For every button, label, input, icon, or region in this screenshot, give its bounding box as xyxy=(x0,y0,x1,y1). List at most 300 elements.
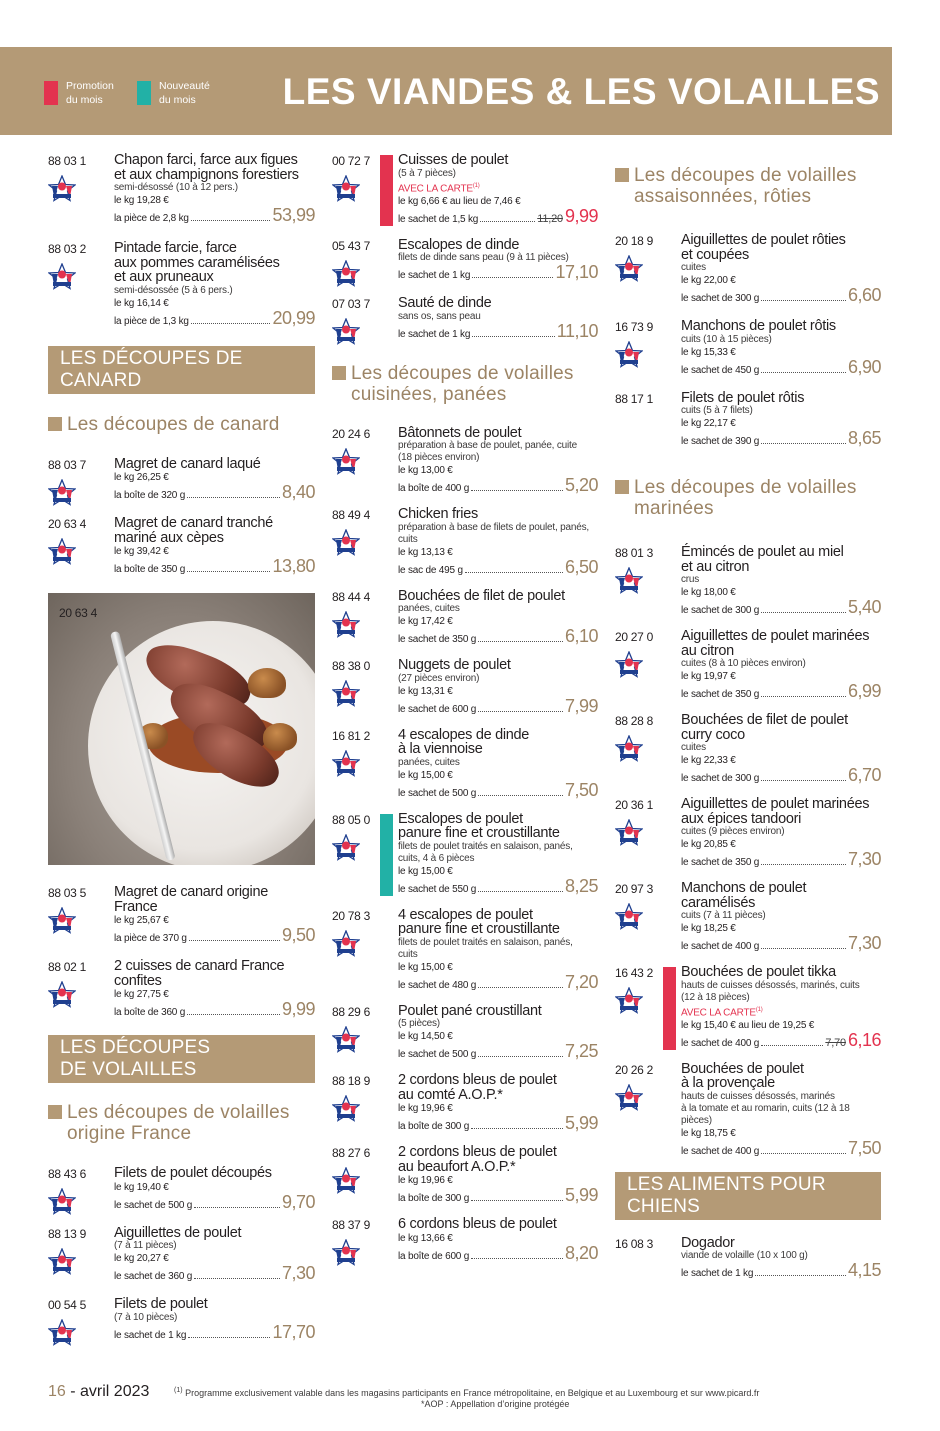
product-description: (27 pièces environ) xyxy=(398,672,480,684)
price-per-kg: le kg 15,40 € au lieu de 19,25 € xyxy=(681,1019,815,1031)
price-per-kg: le kg 13,66 € xyxy=(398,1232,453,1244)
price-row xyxy=(681,287,881,307)
product-item xyxy=(615,233,881,307)
subheading-cuisinees xyxy=(332,363,598,405)
volaille-francaise-logo-icon xyxy=(332,1167,360,1195)
volaille-francaise-logo-icon xyxy=(48,981,76,1009)
leader-dots xyxy=(472,336,555,337)
product-price: 6,60 xyxy=(847,285,881,305)
product-item xyxy=(615,319,881,379)
product-item xyxy=(615,391,881,451)
product-name: Sauté de dinde xyxy=(398,295,492,312)
product-code: 20 97 3 xyxy=(615,882,653,896)
leader-dots xyxy=(761,300,846,301)
product-item xyxy=(332,426,598,498)
price-row xyxy=(114,307,315,330)
product-name: Magret de canard laqué xyxy=(114,455,261,472)
product-name: Aiguillettes de poulet marinées xyxy=(681,796,870,812)
leader-dots xyxy=(187,497,280,498)
volaille-francaise-logo-icon xyxy=(615,567,643,595)
product-item xyxy=(615,1062,881,1160)
leader-dots xyxy=(191,323,271,324)
product-price: 7,30 xyxy=(281,1263,315,1283)
product-code: 88 05 0 xyxy=(332,812,370,827)
product-price: 7,20 xyxy=(564,971,598,992)
product-name: Manchons de poulet rôtis xyxy=(681,318,836,334)
price-per-kg: le kg 19,97 € xyxy=(681,671,736,682)
leader-dots xyxy=(755,1275,846,1276)
product-description: cuits, 4 à 6 pièces xyxy=(398,852,475,864)
product-description: (5 pièces) xyxy=(398,1018,440,1030)
product-name: panure fine et croustillante xyxy=(398,921,560,938)
package-size: le sachet de 450 g xyxy=(681,364,760,376)
price-per-kg: le kg 25,67 € xyxy=(114,915,169,926)
product-description: préparation à base de poulet, panée, cuite xyxy=(398,440,577,452)
product-price: 6,10 xyxy=(564,626,598,647)
package-size: le sachet de 350 g xyxy=(681,857,760,868)
legend-nouveaute-line2: du mois xyxy=(159,94,196,106)
product-name: et aux champignons forestiers xyxy=(114,166,299,183)
product-price: 13,80 xyxy=(272,556,315,576)
leader-dots xyxy=(478,1056,563,1057)
mushroom-shape xyxy=(263,723,297,751)
product-price: 6,99 xyxy=(847,681,881,701)
volaille-francaise-logo-icon xyxy=(48,175,76,203)
product-name: 2 cordons bleus de poulet xyxy=(398,1144,557,1161)
product-name: Escalopes de poulet xyxy=(398,810,523,827)
price-row xyxy=(114,484,315,504)
leader-dots xyxy=(478,987,563,988)
product-list-origine xyxy=(48,1166,315,1344)
leader-dots xyxy=(761,864,846,865)
product-price: 6,50 xyxy=(564,556,598,577)
footnote-marker: (1) xyxy=(472,182,480,189)
footnote-marker: (1) xyxy=(755,1006,763,1013)
product-item xyxy=(48,457,315,505)
product-code: 88 28 8 xyxy=(615,714,653,728)
product-code: 00 54 5 xyxy=(48,1298,86,1312)
price-row xyxy=(114,1265,315,1285)
product-description: préparation à base de filets de poulet, panés, xyxy=(398,521,589,533)
volaille-francaise-logo-icon xyxy=(332,680,360,708)
leader-dots xyxy=(478,795,563,796)
leader-dots xyxy=(761,372,846,373)
product-description: panées, cuites xyxy=(398,603,460,615)
subheading-marinees xyxy=(615,477,881,519)
footnote-aop: *AOP : Appellation d’origine protégée xyxy=(421,1399,570,1409)
price-per-kg: le kg 15,00 € xyxy=(398,961,453,973)
product-description: cuites xyxy=(681,262,706,273)
leader-dots xyxy=(194,1207,280,1208)
price-per-kg: le kg 6,66 € au lieu de 7,46 € xyxy=(398,195,521,207)
product-price: 20,99 xyxy=(272,307,315,328)
column-left xyxy=(48,153,315,1344)
price-per-kg: le kg 16,14 € xyxy=(114,297,169,309)
volaille-francaise-logo-icon xyxy=(48,479,76,507)
product-price: 7,50 xyxy=(847,1137,881,1158)
product-name: Chapon farci, farce aux figues xyxy=(114,152,298,168)
legend-nouveaute xyxy=(137,79,210,107)
product-name: caramélisés xyxy=(681,894,756,911)
product-name: et au citron xyxy=(681,558,750,575)
product-price: 5,99 xyxy=(564,1185,598,1206)
package-size: le sachet de 600 g xyxy=(398,703,477,715)
product-description: filets de poulet traités en salaison, panés, xyxy=(398,840,573,852)
price-per-kg: le kg 13,31 € xyxy=(398,685,453,697)
subheading-assaisonnees xyxy=(615,165,881,207)
band-line1: LES DÉCOUPES xyxy=(60,1037,211,1058)
product-description: (12 à 18 pièces) xyxy=(681,991,750,1003)
product-list-volailles xyxy=(332,153,598,343)
product-item xyxy=(332,658,598,718)
legend-nouveaute-line1: Nouveauté xyxy=(159,80,210,92)
product-photo-magret xyxy=(48,593,315,865)
price-row xyxy=(398,264,598,284)
volaille-francaise-logo-icon xyxy=(615,341,643,369)
product-item xyxy=(332,908,598,994)
product-price: 17,70 xyxy=(272,1321,315,1342)
leader-dots xyxy=(471,1258,563,1259)
product-description: sans os, sans peau xyxy=(398,310,481,322)
product-item xyxy=(48,153,315,227)
package-size: le sachet de 1 kg xyxy=(681,1268,754,1280)
package-size: le sachet de 300 g xyxy=(681,293,760,304)
price-per-kg: le kg 15,00 € xyxy=(398,769,453,781)
footnote-marker: (1) xyxy=(174,1387,183,1394)
price-row xyxy=(114,1001,315,1021)
leader-dots xyxy=(194,1278,280,1279)
product-name: Bouchées de filet de poulet xyxy=(681,712,848,728)
product-name: 2 cordons bleus de poulet xyxy=(398,1072,557,1089)
product-price: 7,25 xyxy=(564,1041,598,1062)
footnote-text: Programme exclusivement valable dans les magasins participants en France métropolitaine, en Belgique et au Luxembourg et sur www.picard.fr xyxy=(182,1388,760,1398)
product-item xyxy=(615,713,881,787)
volaille-francaise-logo-icon xyxy=(48,1248,76,1276)
price-row xyxy=(398,695,598,718)
product-description: (5 à 7 pièces) xyxy=(398,167,456,179)
product-code: 88 44 4 xyxy=(332,589,370,604)
price-per-kg: le kg 15,33 € xyxy=(681,346,736,358)
product-name: Poulet pané croustillant xyxy=(398,1002,542,1019)
volaille-francaise-logo-icon xyxy=(332,448,360,476)
product-price: 7,30 xyxy=(847,849,881,869)
loyalty-card-text: AVEC LA CARTE xyxy=(681,1006,756,1018)
package-size: la pièce de 2,8 kg xyxy=(114,213,189,224)
subheading-square xyxy=(615,480,629,494)
product-code: 88 29 6 xyxy=(332,1004,370,1019)
column-middle xyxy=(332,153,598,1265)
price-per-kg: le kg 17,42 € xyxy=(398,616,453,628)
product-item xyxy=(615,797,881,871)
package-size: la boîte de 300 g xyxy=(398,1193,470,1205)
product-name: 2 cuisses de canard France xyxy=(114,958,285,974)
package-size: la boîte de 350 g xyxy=(114,564,186,575)
loyalty-card-label xyxy=(398,180,598,195)
product-description: (18 pièces environ) xyxy=(398,452,480,464)
product-code: 20 27 0 xyxy=(615,630,653,644)
promotion-marker xyxy=(663,967,676,1050)
product-description: semi-désossée (5 à 6 pers.) xyxy=(114,284,233,296)
product-item xyxy=(615,1236,881,1283)
product-code: 05 43 7 xyxy=(332,238,370,253)
leader-dots xyxy=(480,221,535,222)
volaille-francaise-logo-icon xyxy=(332,930,360,958)
product-name: au citron xyxy=(681,642,734,659)
promotion-swatch xyxy=(44,81,58,105)
product-description: (7 à 10 pièces) xyxy=(114,1311,178,1323)
leader-dots xyxy=(761,443,846,444)
volaille-francaise-logo-icon xyxy=(48,1188,76,1216)
product-code: 88 38 0 xyxy=(332,659,370,674)
product-code: 20 78 3 xyxy=(332,908,370,923)
leader-dots xyxy=(189,940,280,941)
product-code: 88 13 9 xyxy=(48,1226,86,1241)
price-per-kg: le kg 13,13 € xyxy=(398,546,453,558)
package-size: le sachet de 550 g xyxy=(398,883,477,895)
product-code: 88 03 1 xyxy=(48,154,86,168)
subheading-square xyxy=(332,366,346,380)
product-name: 4 escalopes de poulet xyxy=(398,906,533,923)
leader-dots xyxy=(761,696,846,697)
price-per-kg: le kg 19,28 € xyxy=(114,195,169,206)
package-size: le sachet de 1 kg xyxy=(114,1329,187,1341)
price-per-kg: le kg 18,25 € xyxy=(681,923,736,934)
volaille-francaise-logo-icon xyxy=(615,735,643,763)
product-price: 4,15 xyxy=(847,1260,881,1281)
product-code: 20 26 2 xyxy=(615,1062,653,1077)
product-code: 20 36 1 xyxy=(615,798,653,812)
package-size: le sachet de 300 g xyxy=(681,773,760,784)
product-name: Manchons de poulet xyxy=(681,880,807,896)
product-name: Magret de canard tranché xyxy=(114,515,273,531)
package-size: le sachet de 1,5 kg xyxy=(398,213,479,225)
price-row xyxy=(398,477,598,497)
leader-dots xyxy=(478,711,563,712)
product-name: au comté A.O.P.* xyxy=(398,1086,503,1103)
price-per-kg: le kg 20,27 € xyxy=(114,1253,169,1264)
package-size: la boîte de 320 g xyxy=(114,490,186,501)
product-code: 20 24 6 xyxy=(332,426,370,441)
product-price: 8,25 xyxy=(564,875,598,896)
product-name: Aiguillettes de poulet marinées xyxy=(681,628,870,644)
price-row xyxy=(398,1115,598,1135)
loyalty-card-label xyxy=(681,1004,881,1019)
product-description: filets de poulet traités en salaison, panés, xyxy=(398,936,573,948)
price-per-kg: le kg 22,00 € xyxy=(681,275,736,286)
leader-dots xyxy=(471,1200,563,1201)
price-per-kg: le kg 19,96 € xyxy=(398,1103,453,1115)
product-name: Chicken fries xyxy=(398,506,478,523)
product-name: Aiguillettes de poulet xyxy=(114,1224,242,1241)
product-item xyxy=(332,507,598,579)
product-item xyxy=(332,1073,598,1135)
product-code: 88 03 7 xyxy=(48,457,86,472)
product-description: à la tomate et au romarin, cuits (12 à 18 pièces) xyxy=(681,1102,850,1126)
page-title: LES VIANDES & LES VOLAILLES xyxy=(282,71,880,112)
price-row xyxy=(398,556,598,579)
product-item xyxy=(332,589,598,649)
package-size: le sachet de 400 g xyxy=(681,1037,760,1049)
product-item xyxy=(332,153,598,228)
product-name: et aux pruneaux xyxy=(114,269,214,285)
leader-dots xyxy=(472,277,553,278)
price-row xyxy=(398,1043,598,1063)
subheading-line2: marinées xyxy=(634,498,714,519)
product-description: cuites (9 pièces environ) xyxy=(681,826,785,837)
product-price: 6,70 xyxy=(847,765,881,785)
band-decoupes-volailles xyxy=(48,1035,315,1083)
package-size: le sachet de 1 kg xyxy=(398,328,471,340)
price-row xyxy=(398,320,598,343)
volaille-francaise-logo-icon xyxy=(332,529,360,557)
product-description: hauts de cuisses désossés, marinés xyxy=(681,1090,835,1102)
product-item xyxy=(332,1217,598,1265)
product-price: 8,20 xyxy=(564,1242,598,1263)
leader-dots xyxy=(478,891,563,892)
product-price: 9,50 xyxy=(281,925,315,945)
package-size: la pièce de 370 g xyxy=(114,933,187,944)
product-description: cuits xyxy=(398,948,418,960)
band-aliments-chiens: LES ALIMENTS POUR CHIENS xyxy=(615,1172,881,1220)
leader-dots xyxy=(188,1337,270,1338)
product-price: 6,16 xyxy=(847,1029,881,1050)
product-price: 7,50 xyxy=(564,779,598,800)
leader-dots xyxy=(471,490,563,491)
product-item xyxy=(332,238,598,285)
product-name: aux épices tandoori xyxy=(681,810,802,827)
leader-dots xyxy=(761,780,846,781)
leader-dots xyxy=(465,572,563,573)
price-row xyxy=(114,1321,315,1344)
promotion-marker xyxy=(380,155,393,226)
product-price: 5,20 xyxy=(564,475,598,496)
price-row xyxy=(398,1187,598,1207)
package-size: le sachet de 350 g xyxy=(681,689,760,700)
price-row xyxy=(398,628,598,648)
price-row xyxy=(681,430,881,450)
price-row xyxy=(681,1029,881,1052)
product-item xyxy=(332,296,598,343)
price-row xyxy=(681,1262,881,1282)
price-row xyxy=(114,1191,315,1214)
leader-dots xyxy=(761,612,846,613)
volaille-francaise-logo-icon xyxy=(615,903,643,931)
product-name: Escalopes de dinde xyxy=(398,236,520,253)
product-item xyxy=(48,241,315,330)
product-item xyxy=(332,728,598,802)
product-name: Bouchées de poulet xyxy=(681,1060,804,1077)
subheading-square xyxy=(48,1105,62,1119)
product-price: 8,65 xyxy=(847,428,881,448)
product-price: 5,99 xyxy=(564,1113,598,1134)
product-description: cuits (7 à 11 pièces) xyxy=(681,910,766,921)
product-description: cuites (8 à 10 pièces environ) xyxy=(681,658,806,669)
product-price: 6,90 xyxy=(847,356,881,377)
product-name: Bouchées de filet de poulet xyxy=(398,587,565,604)
old-price: 7,70 xyxy=(825,1036,846,1049)
leader-dots xyxy=(478,641,563,642)
product-name: 4 escalopes de dinde xyxy=(398,726,530,743)
legend-promotion-line1: Promotion xyxy=(66,80,114,92)
product-name: aux pommes caramélisées xyxy=(114,254,280,271)
package-size: le sachet de 360 g xyxy=(114,1271,193,1282)
product-name: Filets de poulet rôtis xyxy=(681,389,805,406)
product-name: Dogador xyxy=(681,1234,735,1251)
nouveaute-swatch xyxy=(137,81,151,105)
price-row xyxy=(114,207,315,227)
legend-promotion-line2: du mois xyxy=(66,94,103,106)
product-name: et coupées xyxy=(681,246,749,263)
old-price: 11,20 xyxy=(537,212,563,225)
volaille-francaise-logo-icon xyxy=(48,907,76,935)
package-size: le sachet de 400 g xyxy=(681,941,760,952)
product-price: 5,40 xyxy=(847,597,881,617)
product-code: 88 27 6 xyxy=(332,1146,370,1161)
page-number xyxy=(48,1383,149,1401)
product-item xyxy=(615,629,881,703)
volaille-francaise-logo-icon xyxy=(332,1095,360,1123)
leader-dots xyxy=(471,1128,563,1129)
legend-promotion xyxy=(44,79,114,107)
product-code: 88 18 9 xyxy=(332,1074,370,1089)
product-code: 16 08 3 xyxy=(615,1236,653,1251)
volaille-francaise-logo-icon xyxy=(48,263,76,291)
subheading-origine-france xyxy=(48,1102,315,1144)
price-per-kg: le kg 27,75 € xyxy=(114,989,169,1000)
package-size: le sachet de 500 g xyxy=(398,787,477,799)
product-item xyxy=(48,959,315,1021)
product-item xyxy=(48,1166,315,1214)
product-description: panées, cuites xyxy=(398,756,460,768)
mushroom-shape xyxy=(248,668,286,698)
product-price: 9,70 xyxy=(281,1191,315,1212)
product-description: semi-désossé (10 à 12 pers.) xyxy=(114,182,238,193)
leader-dots xyxy=(187,1014,280,1015)
product-description: (7 à 11 pièces) xyxy=(114,1240,177,1251)
leader-dots xyxy=(187,571,270,572)
product-list-assaisonnees xyxy=(615,233,881,450)
package-size: le sachet de 300 g xyxy=(681,605,760,616)
subheading-line2: cuisinées, panées xyxy=(351,383,507,405)
price-per-kg: le kg 22,17 € xyxy=(681,418,736,429)
price-per-kg: le kg 19,40 € xyxy=(114,1181,169,1193)
price-row xyxy=(398,779,598,802)
footnote-programme xyxy=(174,1385,759,1399)
product-item xyxy=(615,881,881,955)
product-list-marinees xyxy=(615,545,881,1160)
package-size: le sac de 495 g xyxy=(398,564,463,576)
product-name: Cuisses de poulet xyxy=(398,152,509,168)
product-code: 88 01 3 xyxy=(615,546,653,560)
product-name: panure fine et croustillante xyxy=(398,825,560,842)
package-size: le sachet de 390 g xyxy=(681,436,760,447)
price-per-kg: le kg 15,00 € xyxy=(398,865,453,877)
product-list-chiens xyxy=(615,1236,881,1283)
product-description: hauts de cuisses désossés, marinés, cuits xyxy=(681,979,860,991)
product-item xyxy=(332,812,598,898)
product-list-top xyxy=(48,153,315,330)
product-list-canard-1 xyxy=(48,457,315,579)
subheading-line1: Les découpes de volailles xyxy=(67,1102,290,1123)
product-item xyxy=(332,1004,598,1064)
volaille-francaise-logo-icon xyxy=(332,611,360,639)
package-size: la pièce de 1,3 kg xyxy=(114,315,189,327)
price-row xyxy=(681,683,881,703)
price-row xyxy=(681,599,881,619)
product-code: 20 63 4 xyxy=(48,517,86,531)
product-name: mariné aux cèpes xyxy=(114,529,224,546)
price-row xyxy=(681,851,881,871)
